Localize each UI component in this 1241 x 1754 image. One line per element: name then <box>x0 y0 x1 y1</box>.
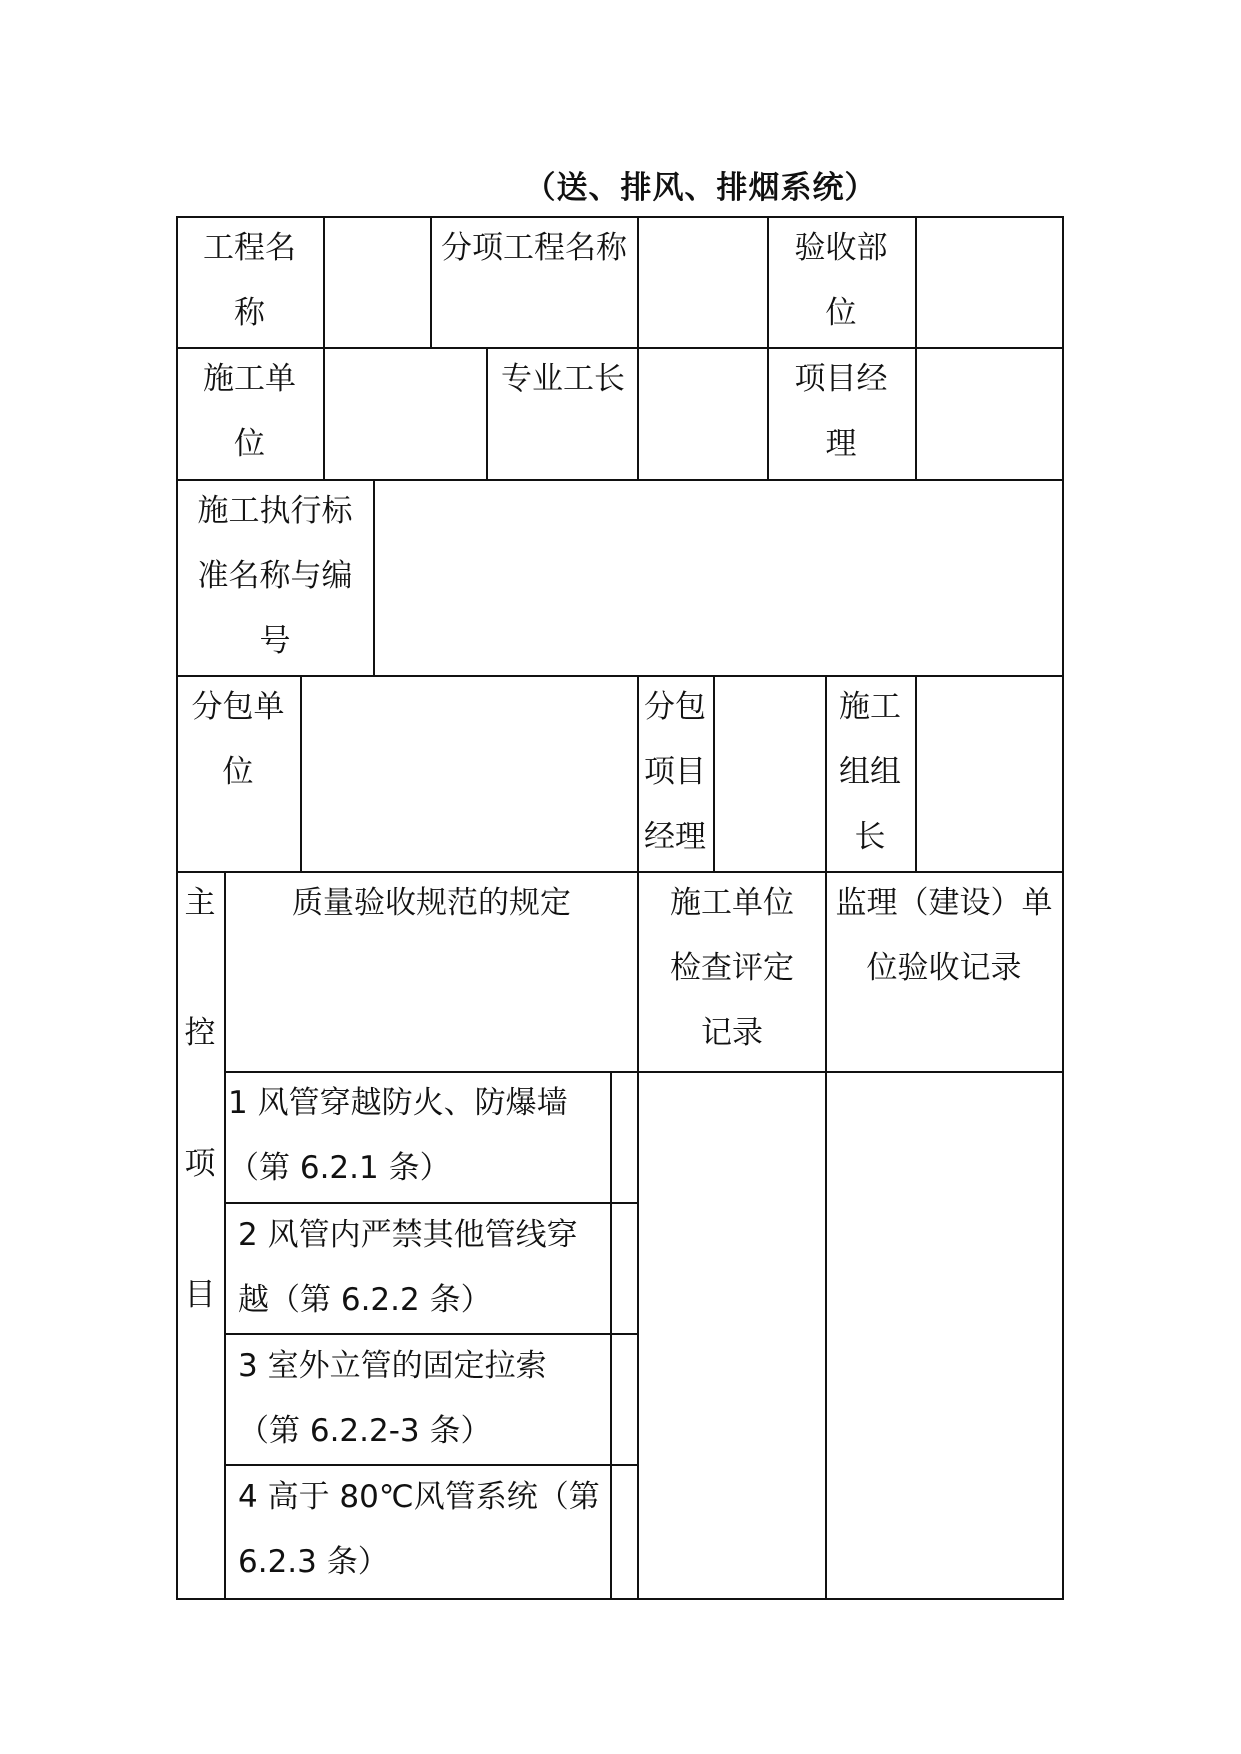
spec-header: 质量验收规范的规定 <box>292 885 571 921</box>
main-control-char: 项 <box>184 1146 216 1182</box>
table-border <box>224 871 226 1600</box>
list-item: 1 风管穿越防火、防爆墙（第 6.2.1 条） <box>228 1085 568 1186</box>
main-control-char: 目 <box>184 1277 216 1313</box>
table-border <box>486 347 488 479</box>
table-border <box>1062 216 1064 1600</box>
table-border <box>637 216 639 347</box>
list-item: 2 风管内严禁其他管线穿越（第 6.2.2 条） <box>238 1217 578 1318</box>
list-item: 4 高于 80℃风管系统（第 6.2.3 条） <box>238 1479 600 1580</box>
main-control-label <box>180 871 220 1598</box>
inspection-form-table <box>176 216 1064 1600</box>
team-leader-label: 施工组组长 <box>839 689 901 855</box>
page-title: （送、排风、排烟系统） <box>524 170 877 206</box>
table-border <box>300 675 302 871</box>
list-item: 3 室外立管的固定拉索（第 6.2.2-3 条） <box>238 1348 547 1449</box>
standard-label: 施工执行标准名称与编号 <box>197 493 353 659</box>
table-border <box>610 1071 612 1600</box>
supervision-header: 监理（建设）单位验收记录 <box>835 885 1053 986</box>
subitem-name-label: 分项工程名称 <box>441 230 627 266</box>
project-manager-label: 项目经理 <box>794 361 888 462</box>
project-name-label: 工程名称 <box>203 230 296 331</box>
table-border <box>373 479 375 675</box>
table-border <box>323 216 325 347</box>
table-border <box>915 347 917 479</box>
table-border <box>767 216 769 347</box>
table-border <box>430 216 432 347</box>
main-control-char: 控 <box>184 1015 216 1051</box>
table-border <box>713 675 715 871</box>
sub-manager-label: 分包项目经理 <box>644 689 706 855</box>
table-border <box>323 347 325 479</box>
table-border <box>825 871 827 1600</box>
subcontractor-label: 分包单位 <box>191 689 285 790</box>
table-border <box>915 675 917 871</box>
acceptance-part-label: 验收部位 <box>794 230 888 331</box>
foreman-label: 专业工长 <box>501 361 625 397</box>
table-border <box>176 675 1064 677</box>
check-header: 施工单位检查评定记录 <box>670 885 794 1051</box>
table-border <box>176 1598 1064 1600</box>
table-border <box>176 216 178 1600</box>
table-border <box>637 871 639 1600</box>
table-border <box>637 347 639 479</box>
table-border <box>767 347 769 479</box>
construction-unit-label: 施工单位 <box>203 361 296 462</box>
main-control-char: 主 <box>184 885 216 921</box>
table-border <box>915 216 917 347</box>
